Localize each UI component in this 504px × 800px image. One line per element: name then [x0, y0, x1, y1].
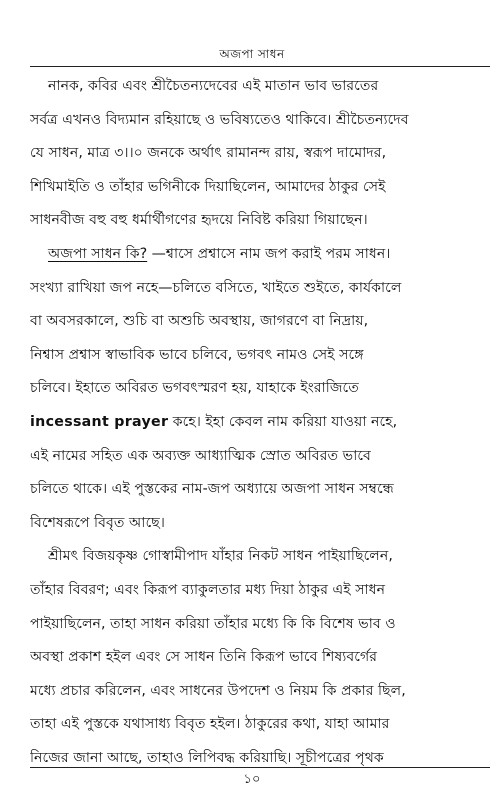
body-text — [30, 70, 490, 775]
text-line-rest: কহে। ইহা কেবল নাম করিয়া যাওয়া নহে, — [168, 413, 398, 430]
text-line-rest: —শ্বাসে প্রশ্বাসে নাম জপ করাই পরম সাধন। — [147, 245, 391, 262]
text-line: বিশেষরূপে বিবৃত আছে। — [30, 514, 165, 531]
text-line: শিখিমাইতি ও তাঁহার ভগিনীকে দিয়াছিলেন, আমাদের ঠাকুর সেই — [30, 178, 386, 195]
page-number: ১০ — [243, 772, 261, 787]
text-line: যে সাধন, মাত্র ৩।।০ জনকে অর্থাৎ রামানন্দ রায়, স্বরূপ দামোদর, — [30, 145, 387, 162]
text-line: নিশ্বাস প্রশ্বাস স্বাভাবিক ভাবে চলিবে, ভগবৎ নামও সেই সঙ্গে — [30, 346, 364, 363]
text-line: চলিতে থাকে। এই পুস্তকের নাম-জপ অধ্যায়ে অজপা সাধন সম্বন্ধে — [30, 481, 394, 498]
text-line: মধ্যে প্রচার করিলেন, এবং সাধনের উপদেশ ও নিয়ম কি প্রকার ছিল, — [30, 682, 406, 699]
text-line: তাহা এই পুস্তকে যথাসাধ্য বিবৃত হইল। ঠাকুরের কথা, যাহা আমার — [30, 716, 390, 733]
text-line: সংখ্যা রাখিয়া জপ নহে—চলিতে বসিতে, খাইতে শুইতে, কার্যকালে — [30, 279, 402, 296]
text-line: পাইয়াছিলেন, তাহা সাধন করিয়া তাঁহার মধ্যে কি কি বিশেষ ভাব ও — [30, 615, 396, 632]
running-header: অজপা সাধন — [219, 47, 285, 61]
text-line: অবস্থা প্রকাশ হইল এবং সে সাধন তিনি কিরূপ ভাবে শিষ্যবর্গের — [30, 649, 378, 666]
header-rule — [30, 66, 490, 67]
text-line: সাধনবীজ বহু বহু ধর্মার্থীগণের হৃদয়ে নিবিষ্ট করিয়া গিয়াছেন। — [30, 212, 368, 229]
text-line: চলিবে। ইহাতে অবিরত ভগবৎস্মরণ হয়, যাহাকে ইংরাজিতে — [30, 380, 359, 397]
text-line: নিজের জানা আছে, তাহাও লিপিবদ্ধ করিয়াছি। সূচীপত্রের পৃথক — [30, 749, 384, 766]
text-line: এই নামের সহিত এক অব্যক্ত আধ্যাত্মিক স্রোত অবিরত ভাবে — [30, 447, 371, 464]
text-line: শ্রীমৎ বিজয়কৃষ্ণ গোস্বামীপাদ যাঁহার নিকট সাধন পাইয়াছিলেন, — [48, 548, 393, 565]
footer-rule — [30, 767, 490, 768]
text-line: বা অবসরকালে, শুচি বা অশুচি অবস্থায়, জাগরণে বা নিদ্রায়, — [30, 313, 369, 330]
text-line: সর্বত্র এখনও বিদ্যমান রহিয়াছে ও ভবিষ্যতেও থাকিবে। শ্রীচৈতন্যদেব — [30, 111, 409, 128]
text-line — [30, 406, 490, 440]
text-line: তাঁহার বিবরণ; এবং কিরূপ ব্যাকুলতার মধ্য দিয়া ঠাকুর এই সাধন — [30, 581, 386, 598]
section-heading: অজপা সাধন কি? — [48, 245, 148, 262]
text-line: নানক, কবির এবং শ্রীচৈতন্যদেবের এই মাতান ভাব ভারতের — [48, 78, 379, 94]
section-line — [30, 238, 490, 272]
english-term: incessant prayer — [30, 413, 169, 430]
